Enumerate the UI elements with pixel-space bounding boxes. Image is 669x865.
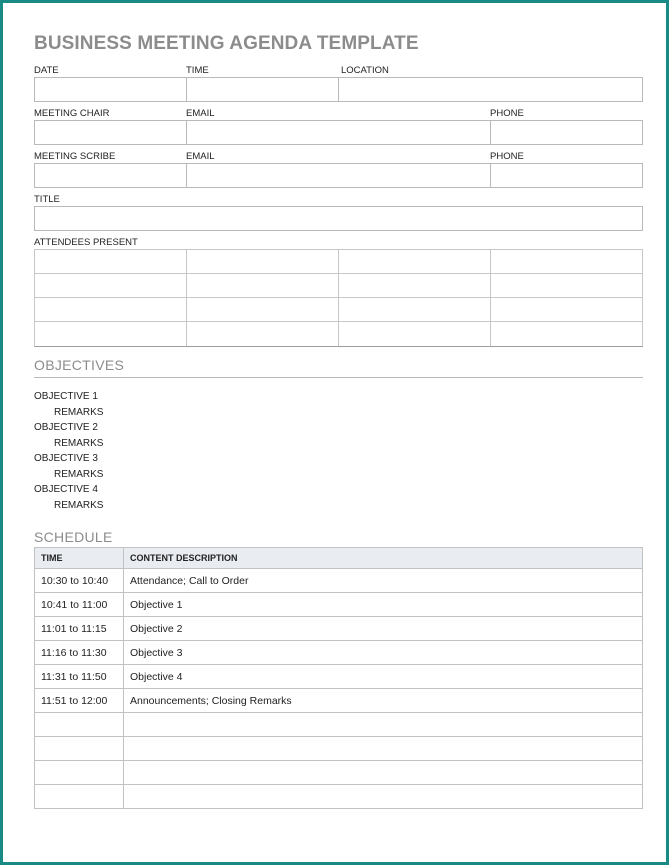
objectives-divider <box>34 377 643 378</box>
agenda-document <box>34 31 644 809</box>
table-row <box>35 713 643 737</box>
location-label: LOCATION <box>341 65 389 76</box>
schedule-table <box>34 547 643 809</box>
schedule-time-cell[interactable] <box>35 785 124 809</box>
schedule-time-cell[interactable]: 10:41 to 11:00 <box>35 593 124 617</box>
objective-label: OBJECTIVE 3 <box>34 453 98 464</box>
attendee-cell[interactable] <box>339 274 491 298</box>
schedule-description-cell[interactable] <box>124 761 643 785</box>
objective-label: OBJECTIVE 1 <box>34 391 98 402</box>
scribe-email-label: EMAIL <box>186 151 215 162</box>
objective-remarks: REMARKS <box>54 406 104 418</box>
table-row <box>35 665 643 689</box>
title-label: TITLE <box>34 194 60 205</box>
schedule-description-cell[interactable] <box>124 785 643 809</box>
time-label: TIME <box>186 65 209 76</box>
schedule-time-cell[interactable] <box>35 761 124 785</box>
chair-email-field[interactable] <box>186 120 491 145</box>
attendee-cell[interactable] <box>491 298 643 322</box>
schedule-header-row <box>35 548 643 569</box>
objective-label: OBJECTIVE 2 <box>34 422 98 433</box>
location-field[interactable] <box>338 77 643 102</box>
attendee-cell[interactable] <box>339 298 491 322</box>
table-row <box>35 569 643 593</box>
attendee-cell[interactable] <box>187 322 339 346</box>
table-row <box>35 641 643 665</box>
schedule-description-cell[interactable] <box>124 737 643 761</box>
attendee-cell[interactable] <box>187 274 339 298</box>
schedule-time-cell[interactable] <box>35 737 124 761</box>
attendee-cell[interactable] <box>491 274 643 298</box>
schedule-description-cell[interactable]: Objective 4 <box>124 665 643 689</box>
attendees-label: ATTENDEES PRESENT <box>34 237 138 248</box>
scribe-phone-field[interactable] <box>490 163 643 188</box>
meeting-scribe-field[interactable] <box>34 163 187 188</box>
scribe-email-field[interactable] <box>186 163 491 188</box>
meeting-scribe-label: MEETING SCRIBE <box>34 151 116 162</box>
attendee-cell[interactable] <box>491 250 643 274</box>
scribe-phone-label: PHONE <box>490 151 524 162</box>
attendee-cell[interactable] <box>35 322 187 346</box>
objective-label: OBJECTIVE 4 <box>34 484 98 495</box>
objective-remarks: REMARKS <box>54 437 104 449</box>
meeting-chair-label: MEETING CHAIR <box>34 108 110 119</box>
attendee-cell[interactable] <box>187 298 339 322</box>
attendee-cell[interactable] <box>187 250 339 274</box>
schedule-description-cell[interactable]: Attendance; Call to Order <box>124 569 643 593</box>
table-row <box>35 617 643 641</box>
schedule-time-cell[interactable]: 11:51 to 12:00 <box>35 689 124 713</box>
schedule-heading: SCHEDULE <box>34 529 113 545</box>
title-field[interactable] <box>34 206 643 231</box>
chair-phone-field[interactable] <box>490 120 643 145</box>
schedule-time-cell[interactable] <box>35 713 124 737</box>
attendee-cell[interactable] <box>35 298 187 322</box>
schedule-description-cell[interactable]: Objective 1 <box>124 593 643 617</box>
meeting-chair-field[interactable] <box>34 120 187 145</box>
date-label: DATE <box>34 65 59 76</box>
page-title: BUSINESS MEETING AGENDA TEMPLATE <box>34 33 419 54</box>
schedule-time-cell[interactable]: 11:01 to 11:15 <box>35 617 124 641</box>
content-column-header: CONTENT DESCRIPTION <box>124 548 643 569</box>
schedule-description-cell[interactable]: Objective 2 <box>124 617 643 641</box>
schedule-description-cell[interactable]: Objective 3 <box>124 641 643 665</box>
table-row <box>35 689 643 713</box>
table-row <box>35 761 643 785</box>
objective-remarks: REMARKS <box>54 499 104 511</box>
chair-phone-label: PHONE <box>490 108 524 119</box>
schedule-time-cell[interactable]: 11:16 to 11:30 <box>35 641 124 665</box>
schedule-time-cell[interactable]: 11:31 to 11:50 <box>35 665 124 689</box>
time-column-header: TIME <box>35 548 124 569</box>
schedule-time-cell[interactable]: 10:30 to 10:40 <box>35 569 124 593</box>
table-row <box>35 593 643 617</box>
attendee-cell[interactable] <box>35 274 187 298</box>
schedule-description-cell[interactable] <box>124 713 643 737</box>
schedule-description-cell[interactable]: Announcements; Closing Remarks <box>124 689 643 713</box>
objectives-list <box>34 389 644 513</box>
attendee-cell[interactable] <box>491 322 643 346</box>
attendee-cell[interactable] <box>35 250 187 274</box>
time-field[interactable] <box>186 77 339 102</box>
table-row <box>35 785 643 809</box>
date-field[interactable] <box>34 77 187 102</box>
attendees-grid <box>34 249 643 347</box>
chair-email-label: EMAIL <box>186 108 215 119</box>
table-row <box>35 737 643 761</box>
objective-remarks: REMARKS <box>54 468 104 480</box>
attendee-cell[interactable] <box>339 250 491 274</box>
objectives-heading: OBJECTIVES <box>34 357 125 373</box>
attendee-cell[interactable] <box>339 322 491 346</box>
